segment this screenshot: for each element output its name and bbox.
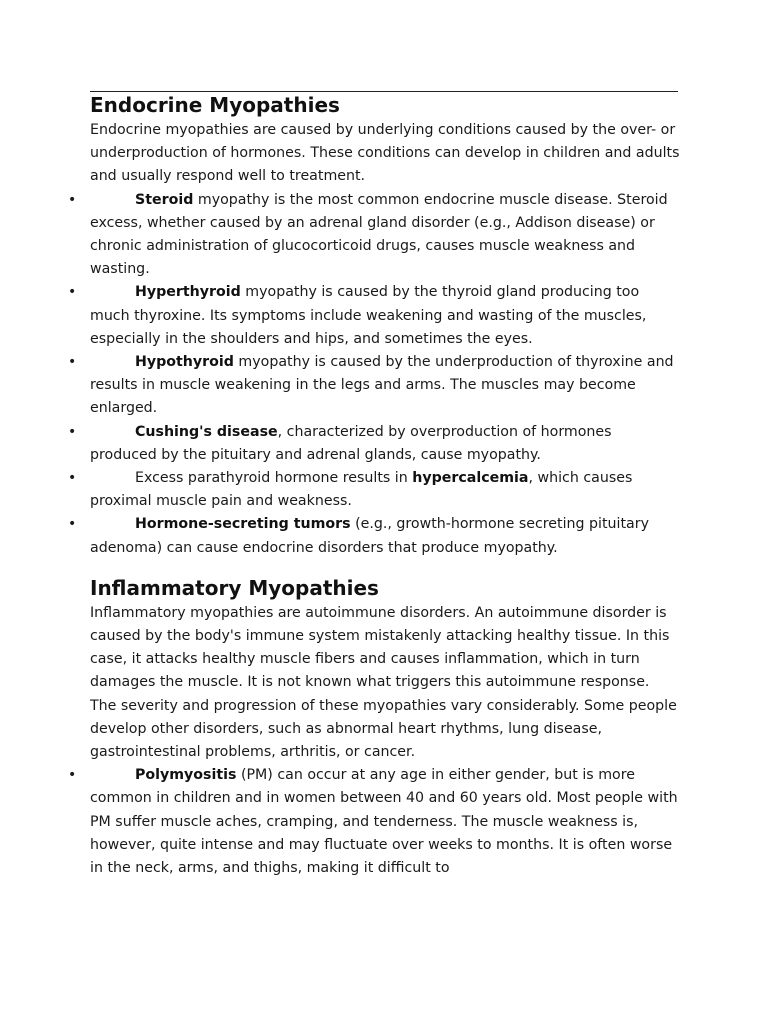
list-item <box>68 351 682 421</box>
list-item <box>68 513 682 559</box>
list-item <box>68 467 682 513</box>
item-bold-term: Hypothyroid <box>135 354 234 371</box>
list-item <box>68 281 682 351</box>
list-item <box>68 764 682 880</box>
item-bold-term: Hyperthyroid <box>135 284 241 301</box>
item-bold-term: Steroid <box>135 191 194 208</box>
section-intro-paragraph: Inflammatory myopathies are autoimmune disorders. An autoimmune disorder is caused by the body's immune system mistakenly attacking healthy tissue. In this case, it attacks healthy muscle fibers and causes inflammation, which in turn damages the muscle. It is not known what triggers this autoimmune response. <box>90 604 670 691</box>
section-heading: Inflammatory Myopathies <box>90 575 379 600</box>
bullet-marker: • <box>68 191 77 208</box>
item-text: (PM) can occur at any age in either gender, but is more common in children and in women between 40 and 60 years old. Most people with PM suffer muscle aches, cramping, and tenderness. The muscle weakness is, however, quite intense and may fluctuate over weeks to months. It is often worse in the neck, arms, and thighs, making it difficult to <box>90 767 678 877</box>
bullet-marker: • <box>68 767 77 784</box>
item-text: (e.g., growth-hormone secreting pituitary adenoma) can cause endocrine disorders that produce myopathy. <box>90 516 649 556</box>
item-text: myopathy is caused by the thyroid gland producing too much thyroxine. Its symptoms include weakening and wasting of the muscles, especially in the shoulders and hips, and sometimes the eyes. <box>90 284 647 347</box>
section-endocrine-myopathies <box>68 92 682 560</box>
section-heading: Endocrine Myopathies <box>90 93 340 117</box>
item-text: myopathy is the most common endocrine muscle disease. Steroid excess, whether caused by an adrenal gland disorder (e.g., Addison disease) or chronic administration of glucocorticoid drugs, causes muscle weakness and wasting. <box>90 191 668 278</box>
section-inflammatory-myopathies <box>68 575 682 880</box>
section-intro-paragraph: Endocrine myopathies are caused by underlying conditions caused by the over- or underproduction of hormones. These conditions can develop in children and adults and usually respond well to treatment. <box>90 122 680 185</box>
item-bold-term: Polymyositis <box>135 767 237 784</box>
item-text: , characterized by overproduction of hormones produced by the pituitary and adrenal glands, cause myopathy. <box>90 423 612 463</box>
item-text: myopathy is caused by the underproduction of thyroxine and results in muscle weakening in the legs and arms. The muscles may become enlarged. <box>90 354 674 417</box>
document-content <box>68 92 682 880</box>
list-item <box>68 189 682 282</box>
item-lead-text: Excess parathyroid hormone results in <box>135 470 413 487</box>
section-intro-paragraph: The severity and progression of these myopathies vary considerably. Some people develop other disorders, such as abnormal heart rhythms, lung disease, gastrointestinal problems, arthritis, or cancer. <box>90 697 677 761</box>
item-text: , which causes proximal muscle pain and weakness. <box>90 470 633 510</box>
bullet-list <box>68 764 682 880</box>
bullet-list <box>68 189 682 560</box>
item-bold-term: Cushing's disease <box>135 423 278 440</box>
list-item <box>68 421 682 467</box>
bullet-marker: • <box>68 354 77 371</box>
bullet-marker: • <box>68 470 77 487</box>
bullet-marker: • <box>68 423 77 440</box>
bullet-marker: • <box>68 284 77 301</box>
item-bold-term: hypercalcemia <box>412 470 529 487</box>
bullet-marker: • <box>68 516 77 533</box>
item-bold-term: Hormone-secreting tumors <box>135 516 351 533</box>
